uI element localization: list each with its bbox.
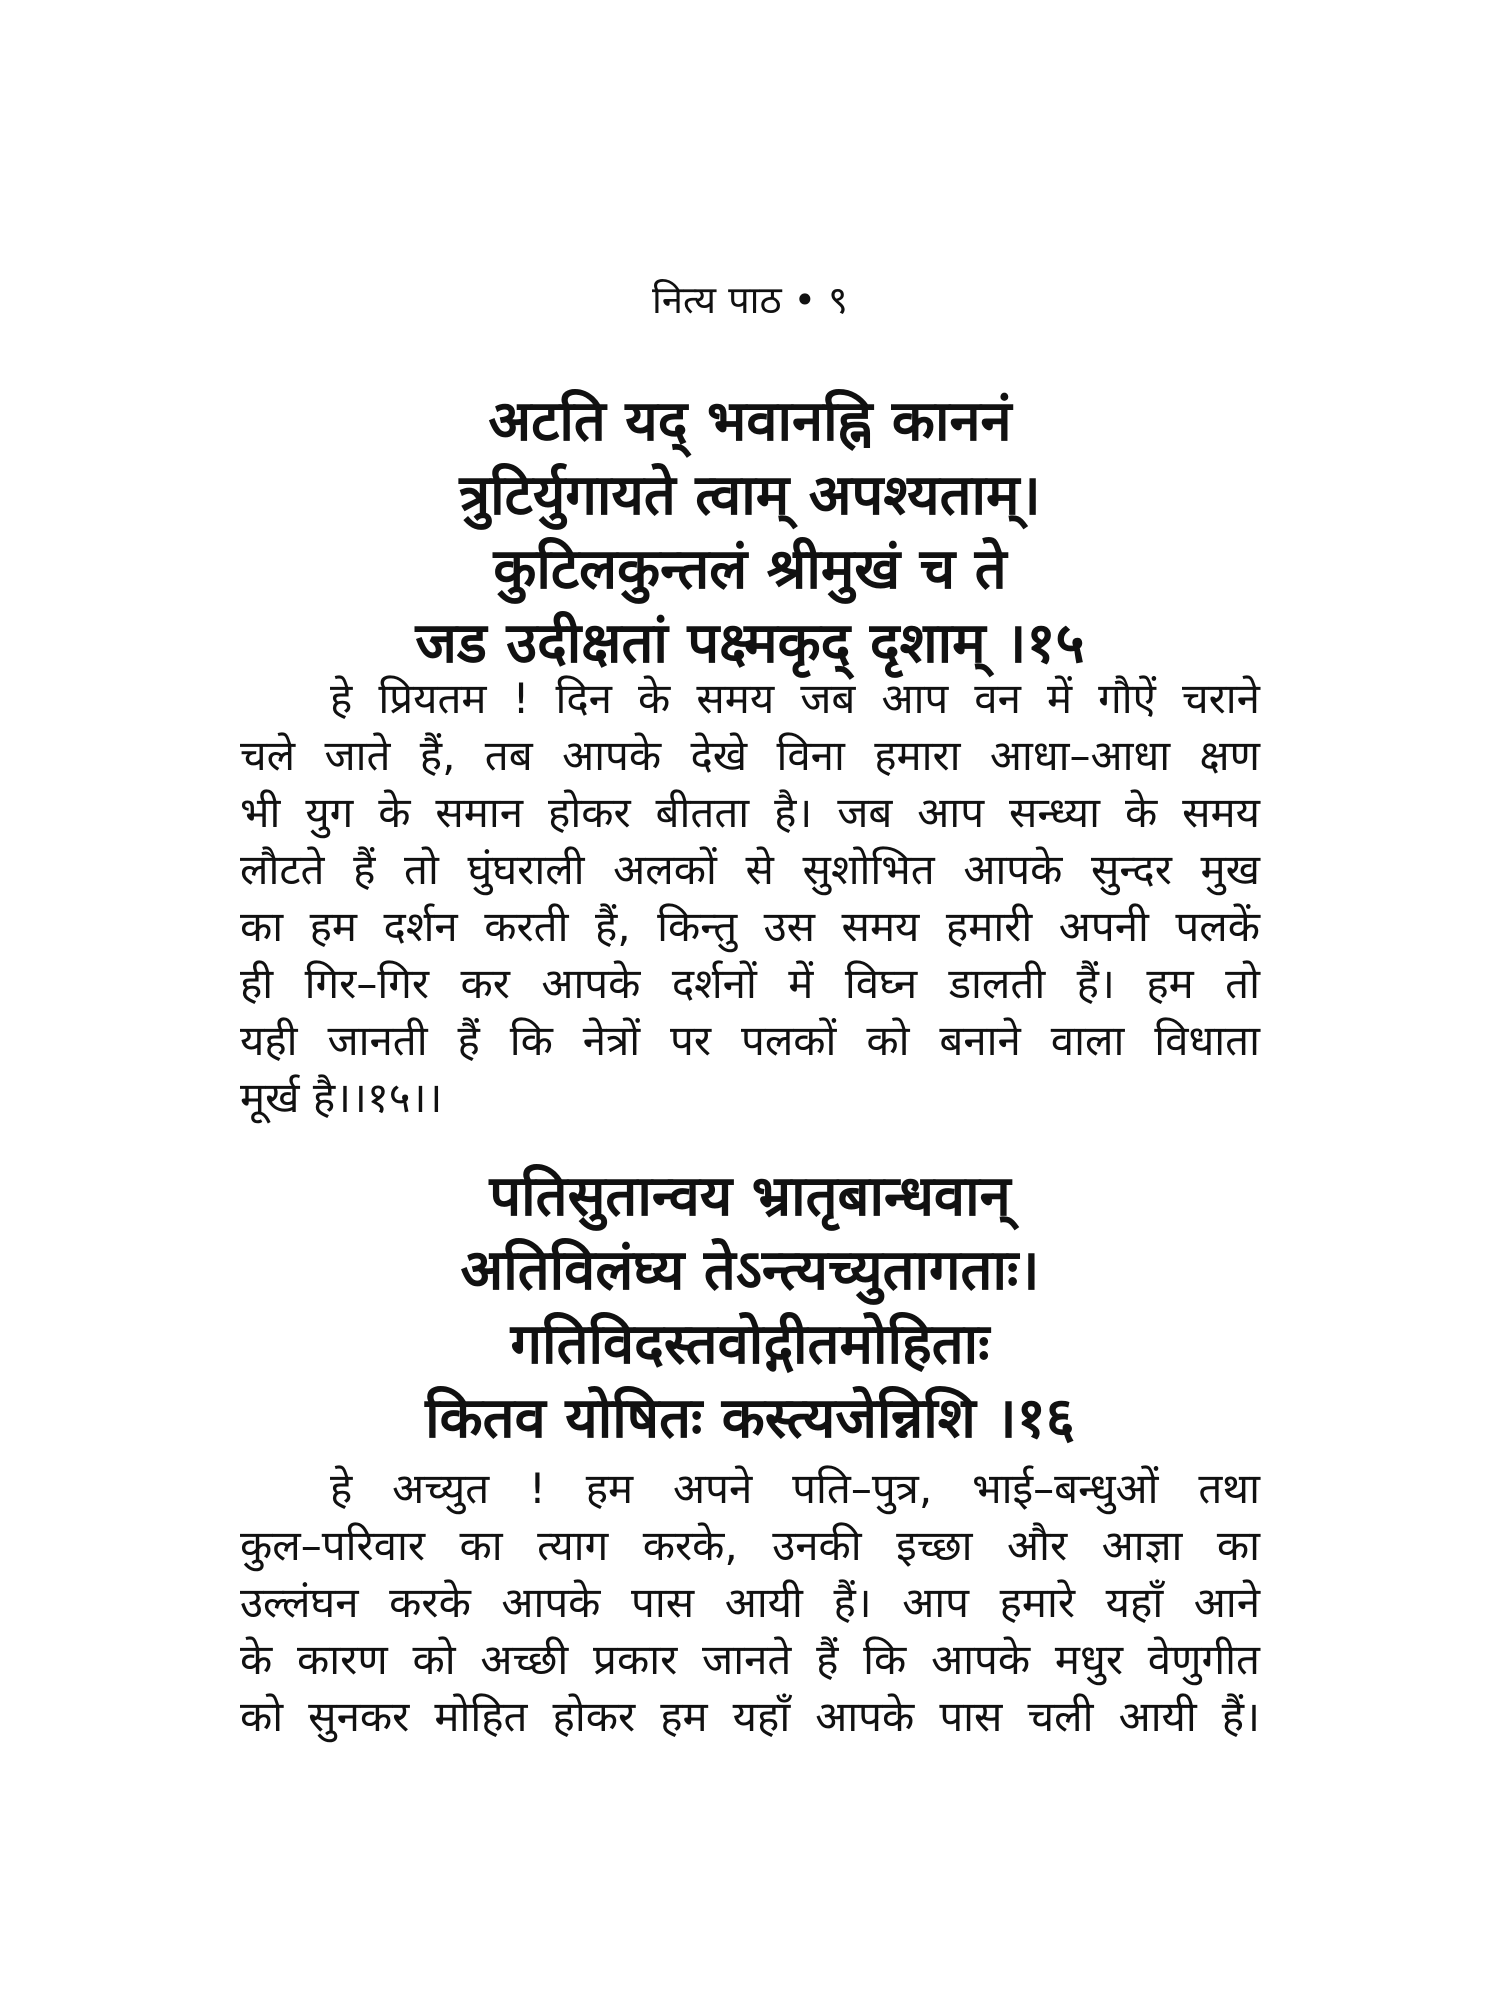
verse-line: अटति यद् भवानह्नि काननं <box>488 389 1012 454</box>
commentary-line: भी युग के समान होकर बीतता है। जब आप सन्ध्या के समय <box>240 788 1260 837</box>
verse-line: गतिविदस्तवोद्गीतमोहिताः <box>510 1312 990 1377</box>
verse-15 <box>240 385 1260 681</box>
commentary-line: चले जाते हैं, तब आपके देखे विना हमारा आधा–आधा क्षण <box>240 731 1260 780</box>
commentary-line: को सुनकर मोहित होकर हम यहाँ आपके पास चली आयी हैं। <box>240 1692 1260 1741</box>
commentary-line: ही गिर–गिर कर आपके दर्शनों में विघ्न डालती हैं। हम तो <box>240 959 1260 1008</box>
verse-line: जड उदीक्षतां पक्ष्मकृद् दृशाम् ।१५ <box>415 611 1085 676</box>
commentary-line: हे अच्युत ! हम अपने पति–पुत्र, भाई–बन्धुओं तथा <box>330 1464 1260 1513</box>
commentary-line: यही जानती हैं कि नेत्रों पर पलकों को बनाने वाला विधाता <box>240 1016 1260 1065</box>
commentary-16 <box>240 1460 1260 1745</box>
commentary-line: उल्लंघन करके आपके पास आयी हैं। आप हमारे यहाँ आने <box>240 1578 1260 1627</box>
page-header: नित्य पाठ • ९ <box>652 278 848 322</box>
commentary-line: का हम दर्शन करती हैं, किन्तु उस समय हमारी अपनी पलकें <box>240 902 1260 951</box>
commentary-line: कुल–परिवार का त्याग करके, उनकी इच्छा और आज्ञा का <box>240 1521 1260 1570</box>
commentary-line: मूर्ख है।।१५।। <box>240 1073 443 1122</box>
verse-16 <box>240 1160 1260 1456</box>
commentary-15 <box>240 670 1260 1126</box>
verse-line: पतिसुतान्वय भ्रातृबान्धवान् <box>489 1164 1011 1229</box>
commentary-line: हे प्रियतम ! दिन के समय जब आप वन में गौऐं चराने <box>330 674 1260 723</box>
verse-line: कितव योषितः कस्त्यजेन्निशि ।१६ <box>425 1386 1075 1451</box>
verse-line: अतिविलंघ्य तेऽन्त्यच्युतागताः। <box>460 1238 1040 1303</box>
verse-line: त्रुटिर्युगायते त्वाम् अपश्यताम्। <box>459 463 1041 528</box>
commentary-line: के कारण को अच्छी प्रकार जानते हैं कि आपके मधुर वेणुगीत <box>240 1635 1260 1684</box>
verse-line: कुटिलकुन्तलं श्रीमुखं च ते <box>493 537 1007 602</box>
commentary-line: लौटते हैं तो घुंघराली अलकों से सुशोभित आपके सुन्दर मुख <box>240 845 1260 894</box>
